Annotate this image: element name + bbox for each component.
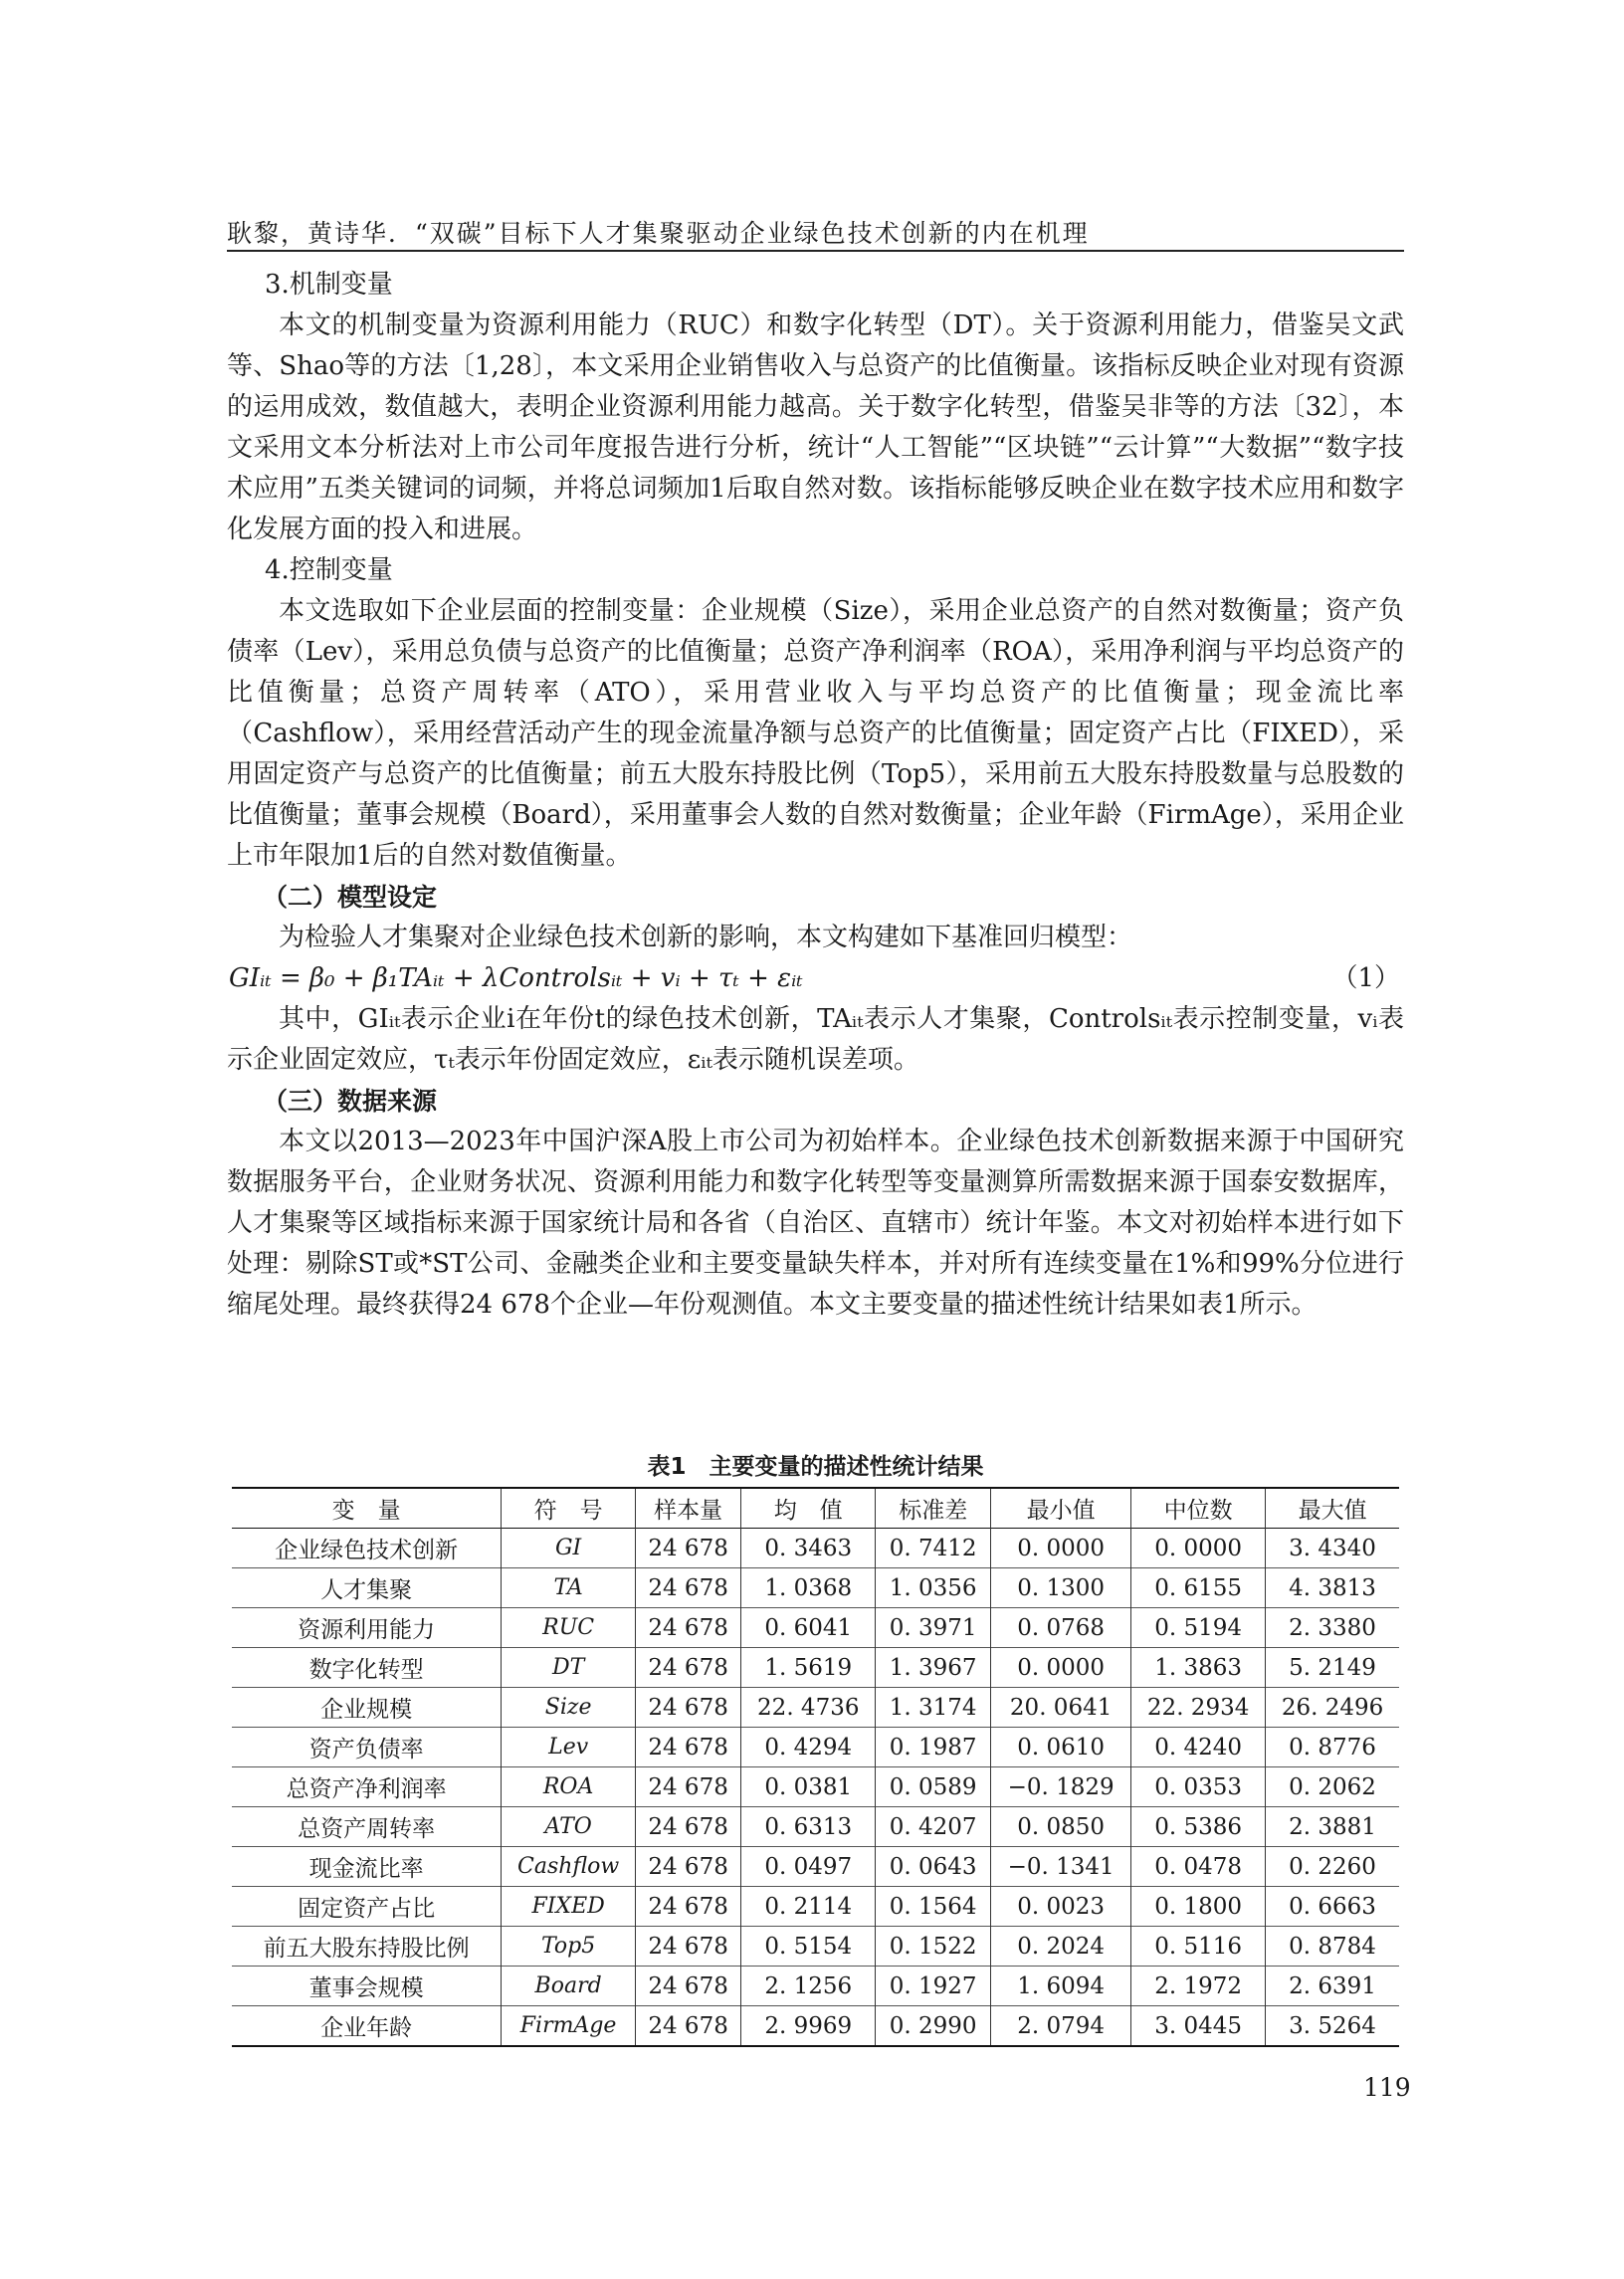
cell-median: 0. 5116	[1131, 1927, 1266, 1967]
cell-n: 24 678	[635, 1767, 740, 1807]
section-heading-mechanism: 3.机制变量	[265, 270, 393, 300]
cell-symbol: DT	[502, 1648, 636, 1688]
header-std: 标准差	[876, 1488, 991, 1529]
section-heading-model: （二）模型设定	[263, 883, 438, 912]
cell-max: 0. 2062	[1266, 1767, 1399, 1807]
table-row	[232, 1847, 1399, 1887]
cell-median: 0. 5194	[1131, 1608, 1266, 1648]
cell-max: 0. 2260	[1266, 1847, 1399, 1887]
cell-n: 24 678	[635, 2006, 740, 2047]
cell-variable: 企业年龄	[320, 2015, 413, 2041]
cell-median: 0. 4240	[1131, 1728, 1266, 1767]
cell-symbol: Lev	[502, 1728, 636, 1767]
cell-n: 24 678	[635, 1608, 740, 1648]
cell-variable: 现金流比率	[308, 1856, 424, 1882]
cell-max: 5. 2149	[1266, 1648, 1399, 1688]
cell-mean: 0. 5154	[741, 1927, 876, 1967]
cell-min: 0. 0850	[991, 1807, 1131, 1847]
cell-min: −0. 1341	[991, 1847, 1131, 1887]
paragraph-controls: 本文选取如下企业层面的控制变量：企业规模（Size），采用企业总资产的自然对数衡量；资产负债率（Lev），采用总负债与总资产的比值衡量；总资产净利润率（ROA），采用净利润与平均总资产的比值衡量；总资产周转率（ATO），采用营业收入与平均总资产的比值衡量；现金流比率（Cashflow），采用经营活动产生的现金流量净额与总资产的比值衡量；固定资产占比（FIXED），采用固定资产与总资产的比值衡量；前五大股东持股比例（Top5），采用前五大股东持股数量与总股数的比值衡量；董事会规模（Board），采用董事会人数的自然对数衡量；企业年龄（FirmAge），采用企业上市年限加1后的自然对数值衡量。	[227, 596, 1404, 871]
cell-variable: 资源利用能力	[298, 1617, 436, 1643]
cell-median: 2. 1972	[1131, 1967, 1266, 2006]
cell-std: 0. 1987	[876, 1728, 991, 1767]
cell-variable: 前五大股东持股比例	[263, 1936, 470, 1962]
cell-variable: 总资产周转率	[298, 1816, 436, 1842]
cell-symbol: FIXED	[502, 1887, 636, 1927]
section-heading-data-source: （三）数据来源	[263, 1087, 438, 1116]
table-row	[232, 1767, 1399, 1807]
cell-symbol: TA	[502, 1568, 636, 1608]
cell-mean: 0. 0497	[741, 1847, 876, 1887]
cell-median: 22. 2934	[1131, 1688, 1266, 1728]
cell-min: 0. 1300	[991, 1568, 1131, 1608]
cell-std: 0. 1927	[876, 1967, 991, 2006]
cell-n: 24 678	[635, 1807, 740, 1847]
cell-min: 0. 0768	[991, 1608, 1131, 1648]
table-row	[232, 1529, 1399, 1568]
cell-variable: 董事会规模	[308, 1975, 424, 2001]
cell-mean: 0. 4294	[741, 1728, 876, 1767]
cell-median: 0. 6155	[1131, 1568, 1266, 1608]
cell-max: 0. 8784	[1266, 1927, 1399, 1967]
cell-symbol: GI	[502, 1529, 636, 1568]
cell-median: 0. 1800	[1131, 1887, 1266, 1927]
cell-std: 0. 1522	[876, 1927, 991, 1967]
section-heading-controls: 4.控制变量	[265, 555, 393, 585]
table-row	[232, 1887, 1399, 1927]
body-text	[227, 265, 1404, 1326]
table-row	[232, 1568, 1399, 1608]
cell-mean: 0. 6313	[741, 1807, 876, 1847]
equation-number: （1）	[1331, 963, 1400, 993]
cell-mean: 0. 2114	[741, 1887, 876, 1927]
table-row	[232, 1927, 1399, 1967]
cell-median: 0. 0478	[1131, 1847, 1266, 1887]
cell-n: 24 678	[635, 1568, 740, 1608]
cell-symbol: Size	[502, 1688, 636, 1728]
running-head: 耿黎，黄诗华．“双碳”目标下人才集聚驱动企业绿色技术创新的内在机理	[227, 219, 1090, 248]
header-min: 最小值	[991, 1488, 1131, 1529]
cell-max: 26. 2496	[1266, 1688, 1399, 1728]
page-number: 119	[1363, 2073, 1411, 2102]
cell-mean: 2. 1256	[741, 1967, 876, 2006]
cell-max: 2. 3881	[1266, 1807, 1399, 1847]
cell-symbol: ROA	[502, 1767, 636, 1807]
cell-median: 0. 0000	[1131, 1529, 1266, 1568]
cell-variable: 人才集聚	[320, 1577, 413, 1603]
cell-symbol: FirmAge	[502, 2006, 636, 2047]
equation-row	[227, 958, 1404, 999]
cell-min: 2. 0794	[991, 2006, 1131, 2047]
cell-n: 24 678	[635, 1847, 740, 1887]
paragraph-model-explain: 其中，GIᵢₜ表示企业i在年份t的绿色技术创新，TAᵢₜ表示人才集聚，Controlsᵢₜ表示控制变量，vᵢ表示企业固定效应，τₜ表示年份固定效应，εᵢₜ表示随机误差项。	[227, 1004, 1404, 1075]
cell-median: 1. 3863	[1131, 1648, 1266, 1688]
cell-max: 3. 4340	[1266, 1529, 1399, 1568]
cell-median: 0. 5386	[1131, 1807, 1266, 1847]
table-body	[232, 1529, 1399, 2047]
cell-std: 1. 3174	[876, 1688, 991, 1728]
cell-min: 0. 0000	[991, 1529, 1131, 1568]
cell-mean: 0. 3463	[741, 1529, 876, 1568]
paragraph-model-intro: 为检验人才集聚对企业绿色技术创新的影响，本文构建如下基准回归模型：	[279, 923, 1133, 952]
cell-mean: 1. 0368	[741, 1568, 876, 1608]
cell-median: 3. 0445	[1131, 2006, 1266, 2047]
cell-std: 0. 2990	[876, 2006, 991, 2047]
cell-max: 3. 5264	[1266, 2006, 1399, 2047]
cell-variable: 总资产净利润率	[286, 1776, 447, 1802]
cell-std: 1. 0356	[876, 1568, 991, 1608]
header-sample-size: 样本量	[635, 1488, 740, 1529]
cell-max: 2. 6391	[1266, 1967, 1399, 2006]
cell-symbol: Top5	[502, 1927, 636, 1967]
cell-min: −0. 1829	[991, 1767, 1131, 1807]
cell-min: 1. 6094	[991, 1967, 1131, 2006]
regression-equation: GIᵢₜ = β₀ + β₁TAᵢₜ + λControlsᵢₜ + vᵢ + τₜ + εᵢₜ	[229, 963, 803, 993]
cell-variable: 固定资产占比	[298, 1896, 436, 1922]
header-median: 中位数	[1131, 1488, 1266, 1529]
cell-variable: 企业绿色技术创新	[275, 1538, 459, 1563]
cell-mean: 0. 6041	[741, 1608, 876, 1648]
cell-n: 24 678	[635, 1927, 740, 1967]
cell-n: 24 678	[635, 1688, 740, 1728]
header-variable: 变 量	[331, 1498, 401, 1524]
paragraph-data-source: 本文以2013—2023年中国沪深A股上市公司为初始样本。企业绿色技术创新数据来源于中国研究数据服务平台，企业财务状况、资源利用能力和数字化转型等变量测算所需数据来源于国泰安数据库，人才集聚等区域指标来源于国家统计局和各省（自治区、直辖市）统计年鉴。本文对初始样本进行如下处理：剔除ST或*ST公司、金融类企业和主要变量缺失样本，并对所有连续变量在1%和99%分位进行缩尾处理。最终获得24 678个企业—年份观测值。本文主要变量的描述性统计结果如表1所示。	[227, 1127, 1404, 1320]
table-row	[232, 2006, 1399, 2047]
descriptive-statistics-table	[232, 1487, 1399, 2047]
cell-std: 0. 4207	[876, 1807, 991, 1847]
cell-variable: 企业规模	[320, 1697, 413, 1723]
cell-mean: 1. 5619	[741, 1648, 876, 1688]
cell-mean: 22. 4736	[741, 1688, 876, 1728]
cell-max: 0. 8776	[1266, 1728, 1399, 1767]
cell-mean: 2. 9969	[741, 2006, 876, 2047]
cell-variable: 数字化转型	[308, 1657, 424, 1683]
cell-n: 24 678	[635, 1728, 740, 1767]
cell-n: 24 678	[635, 1887, 740, 1927]
cell-min: 0. 0610	[991, 1728, 1131, 1767]
cell-min: 0. 0023	[991, 1887, 1131, 1927]
paragraph-mechanism: 本文的机制变量为资源利用能力（RUC）和数字化转型（DT）。关于资源利用能力，借鉴吴文武等、Shao等的方法〔1,28〕，本文采用企业销售收入与总资产的比值衡量。该指标反映企业对现有资源的运用成效，数值越大，表明企业资源利用能力越高。关于数字化转型，借鉴吴非等的方法〔32〕，本文采用文本分析法对上市公司年度报告进行分析，统计“人工智能”“区块链”“云计算”“大数据”“数字技术应用”五类关键词的词频，并将总词频加1后取自然对数。该指标能够反映企业在数字技术应用和数字化发展方面的投入和进展。	[227, 311, 1404, 544]
cell-median: 0. 0353	[1131, 1767, 1266, 1807]
cell-std: 1. 3967	[876, 1648, 991, 1688]
header-mean: 均 值	[741, 1488, 876, 1529]
cell-n: 24 678	[635, 1967, 740, 2006]
cell-symbol: Board	[502, 1967, 636, 2006]
cell-std: 0. 3971	[876, 1608, 991, 1648]
cell-max: 4. 3813	[1266, 1568, 1399, 1608]
cell-symbol: Cashflow	[502, 1847, 636, 1887]
cell-min: 0. 0000	[991, 1648, 1131, 1688]
cell-n: 24 678	[635, 1529, 740, 1568]
cell-std: 0. 7412	[876, 1529, 991, 1568]
cell-std: 0. 0589	[876, 1767, 991, 1807]
cell-symbol: RUC	[502, 1608, 636, 1648]
cell-variable: 资产负债率	[308, 1737, 424, 1762]
cell-max: 2. 3380	[1266, 1608, 1399, 1648]
table-header-row	[232, 1488, 1399, 1529]
table-row	[232, 1807, 1399, 1847]
cell-std: 0. 0643	[876, 1847, 991, 1887]
table-caption: 表1 主要变量的描述性统计结果	[647, 1454, 984, 1480]
table-row	[232, 1728, 1399, 1767]
header-rule	[227, 250, 1404, 252]
header-max: 最大值	[1266, 1488, 1399, 1529]
header-symbol: 符 号	[502, 1488, 636, 1529]
cell-symbol: ATO	[502, 1807, 636, 1847]
cell-std: 0. 1564	[876, 1887, 991, 1927]
table-row	[232, 1688, 1399, 1728]
cell-max: 0. 6663	[1266, 1887, 1399, 1927]
table-row	[232, 1608, 1399, 1648]
cell-min: 20. 0641	[991, 1688, 1131, 1728]
cell-mean: 0. 0381	[741, 1767, 876, 1807]
cell-min: 0. 2024	[991, 1927, 1131, 1967]
table-row	[232, 1648, 1399, 1688]
table-row	[232, 1967, 1399, 2006]
cell-n: 24 678	[635, 1648, 740, 1688]
